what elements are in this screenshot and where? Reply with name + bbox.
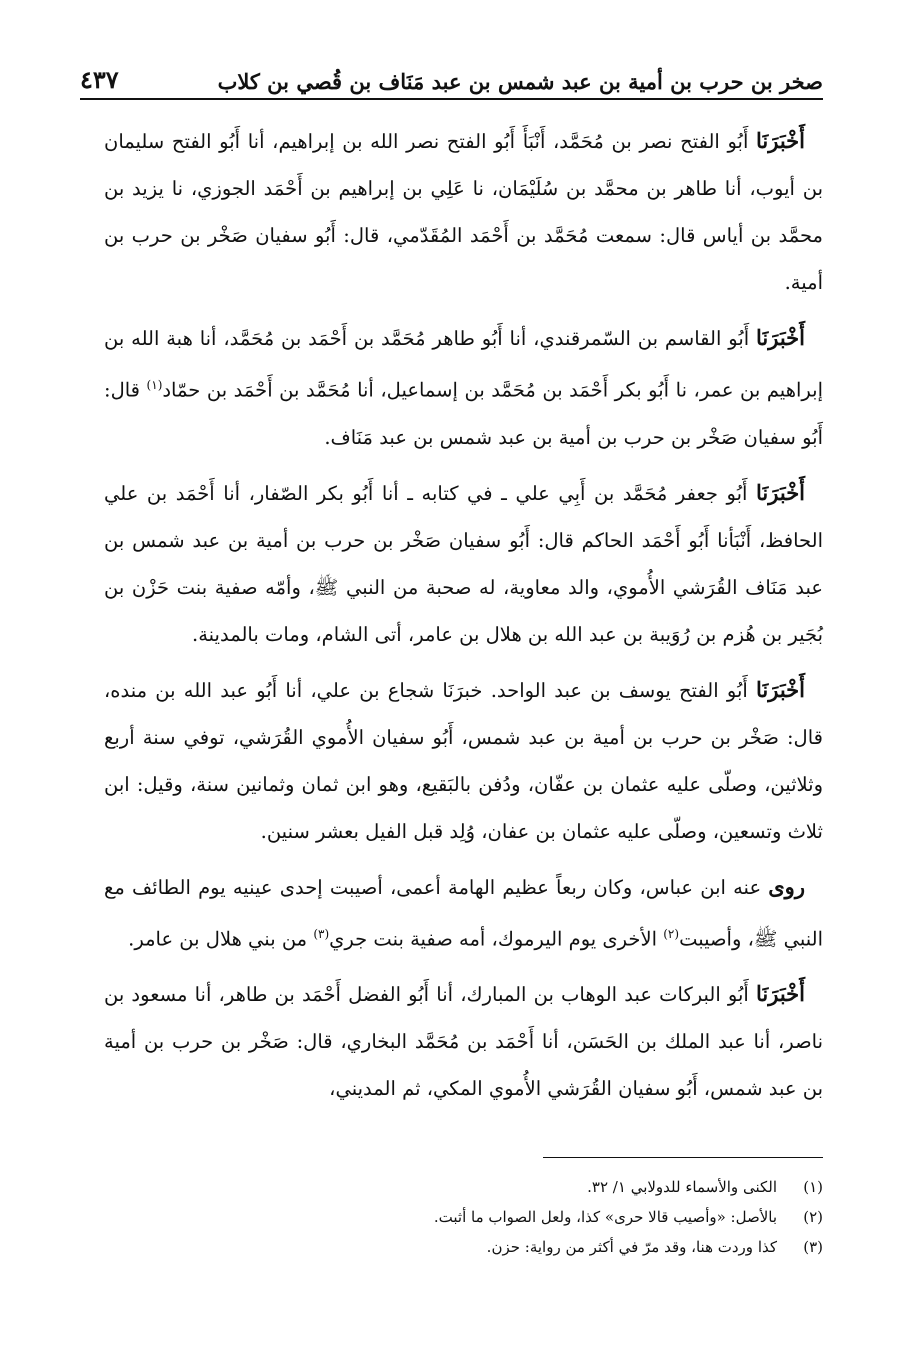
- footnote-number: (٢): [803, 1208, 823, 1226]
- paragraph-5: [104, 863, 823, 963]
- paragraph-text: أَبُو الفتح نصر بن مُحَمَّد، أَنْبَأَ أَبُو الفتح نصر الله بن إبراهيم، أنا أَبُو الفتح سليمان بن أيوب، أنا طاهر بن محمَّد بن سُلَيْمَان، نا عَلِي بن إبراهيم بن أَحْمَد الجوزي، نا يزيد بن محمَّد بن أياس قال: سمعت مُحَمَّد بن أَحْمَد المُقَدّمي، قال: أَبُو سفيان صَخْر بن حرب بن أمية.: [104, 130, 823, 294]
- footnotes: [104, 1172, 823, 1262]
- paragraph-4: [104, 666, 823, 855]
- paragraph-lead: أَخْبَرَنَا: [756, 325, 805, 350]
- paragraph-lead: أَخْبَرَنَا: [756, 479, 806, 505]
- paragraph-lead: أَخْبَرَنَا: [756, 128, 805, 153]
- paragraph-text: أَبُو جعفر مُحَمَّد بن أَبِي علي ـ في كتابه ـ أنا أَبُو بكر الصّفار، أنا أَحْمَد بن علي الحافظ، أَنْبَأنا أَبُو أَحْمَد الحاكم قال: أَبُو سفيان صَخْر بن حرب بن أمية بن عبد شمس بن عبد مَنَاف القُرَشي الأُموي، والد معاوية، له صحبة من النبي ﷺ، وأمّه صفية بنت حَزْن بن بُجَير بن هُزم بن رُوَيبة بن عبد الله بن هلال بن عامر، أتى الشام، ومات بالمدينة.: [104, 481, 823, 646]
- paragraph-text: أَبُو البركات عبد الوهاب بن المبارك، أنا أَبُو الفضل أَحْمَد بن طاهر، أنا مسعود بن ناصر، أنا عبد الملك بن الحَسَن، أنا أَحْمَد بن مُحَمَّد البخاري، قال: صَخْر بن حرب بن أمية بن عبد شمس، أَبُو سفيان القُرَشي الأُموي المكي، ثم المديني،: [104, 983, 823, 1100]
- paragraph-lead: روى: [768, 873, 805, 899]
- main-text: [104, 117, 823, 1120]
- footnote-ref-1: (١): [146, 378, 163, 392]
- footnote-2: [104, 1202, 823, 1232]
- paragraph-text: أَبُو الفتح يوسف بن عبد الواحد. خبرَنَا شجاع بن علي، أنا أَبُو عبد الله بن منده، قال: صَخْر بن حرب بن أمية بن عبد شمس، أَبُو سفيان الأُموي القُرَشي، توفي سنة أربع وثلاثين، وصلّى عليه عثمان بن عفّان، ودُفن بالبَقيع، وهو ابن ثمان وثمانين سنة، وقيل: ابن ثلاث وتسعين، وصلّى عليه عثمان بن عفان، وُلِد قبل الفيل بعشر سنين.: [104, 678, 823, 843]
- running-title: صخر بن حرب بن أمية بن عبد شمس بن عبد مَنَاف بن قُصي بن كلاب: [217, 69, 823, 94]
- footnote-text: بالأصل: «وأصيب قالا حرى» كذا، ولعل الصواب ما أثبت.: [433, 1208, 777, 1226]
- page-number: ٤٣٧: [80, 65, 119, 94]
- paragraph-text-cont: الأخرى يوم اليرموك، أمه صفية بنت جري: [329, 927, 664, 950]
- footnote-number: (٣): [803, 1238, 823, 1256]
- footnote-text: الكنى والأسماء للدولابي ١/ ٣٢.: [587, 1178, 777, 1196]
- paragraph-text-cont: من بني هلال بن عامر.: [128, 927, 314, 950]
- paragraph-6: [104, 970, 823, 1112]
- footnote-ref-2: (٢): [663, 926, 680, 941]
- footnote-number: (١): [803, 1178, 823, 1196]
- paragraph-lead: أَخْبَرَنَا: [756, 676, 805, 702]
- paragraph-3: [104, 469, 823, 658]
- footnote-1: [104, 1172, 823, 1202]
- footnote-3: [104, 1232, 823, 1262]
- paragraph-text: عنه ابن عباس، وكان ربعاً عظيم الهامة أعمى، أصيبت إحدى عينيه يوم الطائف مع النبي ﷺ، وأصيبت: [104, 875, 823, 950]
- paragraph-text: أَبُو القاسم بن السّمرقندي، أنا أَبُو طاهر مُحَمَّد بن أَحْمَد بن مُحَمَّد، أنا هبة الله بن إبراهيم بن عمر، نا أَبُو بكر أَحْمَد بن مُحَمَّد بن إسماعيل، أنا مُحَمَّد بن أَحْمَد بن حمّاد: [104, 327, 823, 402]
- paragraph-1: [104, 117, 823, 306]
- paragraph-2: [104, 314, 823, 461]
- paragraph-lead: أَخْبَرَنَا: [756, 981, 805, 1006]
- footnote-ref-3: (٣): [313, 926, 330, 941]
- footnote-text: كذا وردت هنا، وقد مرّ في أكثر من رواية: حزن.: [486, 1238, 777, 1256]
- paragraph-text-cont: قال: أَبُو سفيان صَخْر بن حرب بن أمية بن عبد شمس بن عبد مَنَاف.: [104, 378, 823, 449]
- page-header: [80, 58, 823, 100]
- footnote-divider: [543, 1157, 823, 1158]
